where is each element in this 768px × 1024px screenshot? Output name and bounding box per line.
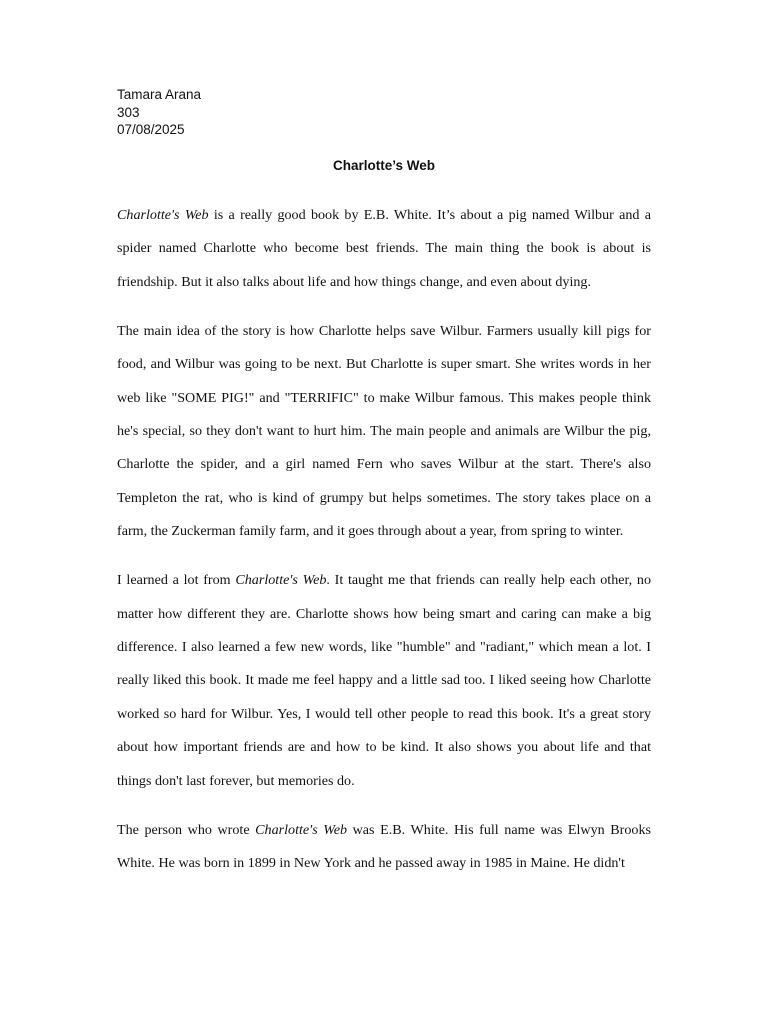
document-body	[117, 199, 651, 896]
paragraph-text: was E.B. White. His full name was Elwyn Brooks White. He was born in 1899 in New York and he passed away in 1985 in Maine. He didn't	[117, 821, 651, 872]
paragraph-text: . It taught me that friends can really help each other, no matter how different they are. Charlotte shows how being smart and caring can make a big difference. I also learned a few new words, like "humble" and "radiant," which mean a lot. I really liked this book. It made me feel happy and a little sad too. I liked seeing how Charlotte worked so hard for Wilbur. Yes, I would tell other people to read this book. It's a great story about how important friends are and how to be kind. It also shows you about life and that things don't last forever, but memories do.	[117, 572, 651, 789]
paragraph-text: I learned a lot from	[117, 572, 236, 589]
paragraph-2: The main idea of the story is how Charlotte helps save Wilbur. Farmers usually kill pigs for food, and Wilbur was going to be next. But Charlotte is super smart. She writes words in her web like "SOME PIG!" and "TERRIFIC" to make Wilbur famous. This makes people think he's special, so they don't want to hurt him. The main people and animals are Wilbur the pig, Charlotte the spider, and a girl named Fern who saves Wilbur at the start. There's also Templeton the rat, who is kind of grumpy but helps sometimes. The story takes place on a farm, the Zuckerman family farm, and it goes through about a year, from spring to winter.	[117, 322, 651, 540]
paragraph-text: The person who wrote	[117, 821, 256, 838]
paragraph-1	[117, 199, 651, 299]
paragraph-4	[117, 814, 651, 881]
document-title: Charlotte’s Web	[332, 158, 435, 173]
document-date: 07/08/2025	[117, 122, 185, 137]
document-header	[117, 86, 201, 139]
paragraph-3	[117, 564, 651, 798]
class-code: 303	[117, 104, 140, 120]
paragraph-text: is a really good book by E.B. White. It’s about a pig named Wilbur and a spider named Charlotte who become best friends. The main thing the book is about is friendship. But it also talks about life and how things change, and even about dying.	[117, 207, 652, 290]
book-title-italic: Charlotte's Web	[117, 207, 209, 223]
book-title-italic: Charlotte's Web	[255, 821, 348, 838]
book-title-italic: Charlotte's Web	[235, 572, 327, 589]
author-name: Tamara Arana	[117, 87, 202, 102]
